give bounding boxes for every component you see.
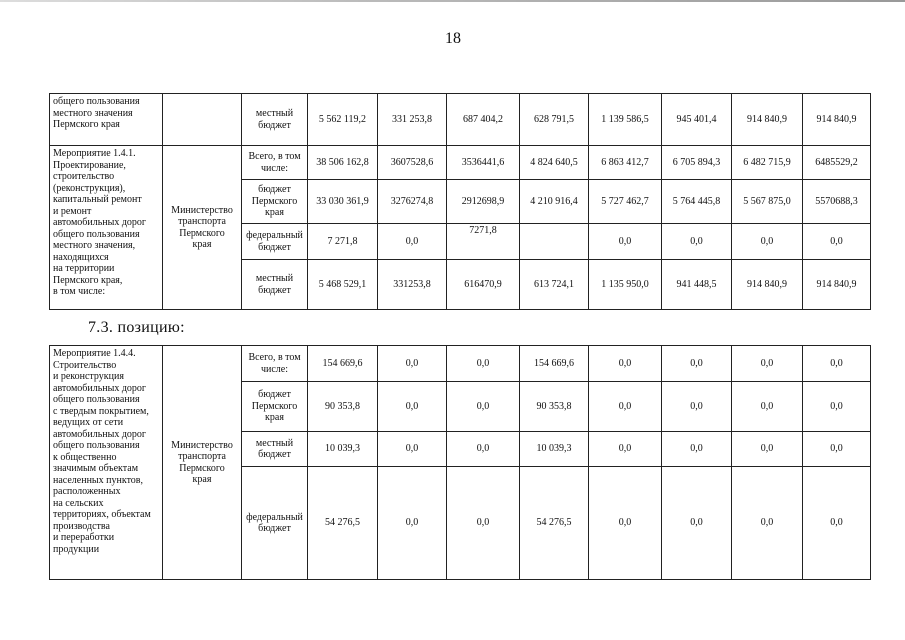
value-cell: 7271,8 [447, 224, 520, 260]
funding-source: бюджет Пермского края [242, 180, 308, 224]
value-cell: 6 705 894,3 [662, 146, 732, 180]
value-cell: 10 039,3 [308, 432, 378, 467]
measure-description: Мероприятие 1.4.4. Строительство и реконструкция автомобильных дорог общего пользования с твердым покрытием, ведущих от сети автомобильных дорог общего пользования к общественно значимым объектам населенных пунктов, расположенных на сельских территориях, объектам производства и переработки продукции [50, 346, 163, 580]
value-cell: 5 764 445,8 [662, 180, 732, 224]
value-cell: 0,0 [378, 432, 447, 467]
value-cell: 945 401,4 [662, 94, 732, 146]
page-top-edge [0, 0, 905, 2]
page-number: 18 [445, 30, 461, 47]
table-row [50, 346, 871, 382]
value-cell: 90 353,8 [308, 382, 378, 432]
value-cell: 5 468 529,1 [308, 260, 378, 310]
table-row [50, 146, 871, 180]
value-cell: 0,0 [447, 346, 520, 382]
value-cell: 0,0 [589, 467, 662, 580]
value-cell: 0,0 [662, 224, 732, 260]
value-cell: 914 840,9 [732, 94, 803, 146]
budget-table-1 [49, 93, 871, 310]
value-cell: 0,0 [378, 382, 447, 432]
value-cell: 38 506 162,8 [308, 146, 378, 180]
value-cell: 0,0 [803, 467, 871, 580]
value-cell: 0,0 [732, 224, 803, 260]
value-cell: 4 824 640,5 [520, 146, 589, 180]
funding-source: бюджет Пермского края [242, 382, 308, 432]
value-cell: 0,0 [378, 224, 447, 260]
value-cell [520, 224, 589, 260]
value-cell: 4 210 916,4 [520, 180, 589, 224]
value-cell: 0,0 [803, 432, 871, 467]
value-cell: 5 562 119,2 [308, 94, 378, 146]
value-cell: 6 482 715,9 [732, 146, 803, 180]
value-cell: 2912698,9 [447, 180, 520, 224]
value-cell: 1 139 586,5 [589, 94, 662, 146]
value-cell: 5 567 875,0 [732, 180, 803, 224]
value-cell: 0,0 [589, 382, 662, 432]
funding-source: федеральный бюджет [242, 224, 308, 260]
value-cell: 0,0 [803, 382, 871, 432]
measure-description: Мероприятие 1.4.1. Проектирование, строительство (реконструкция), капитальный ремонт и ремонт автомобильных дорог общего пользования местного значения, находящихся на территории Пермского края, в том числе: [50, 146, 163, 310]
value-cell: 3536441,6 [447, 146, 520, 180]
value-cell: 10 039,3 [520, 432, 589, 467]
executor-cell [163, 94, 242, 146]
value-cell: 0,0 [732, 432, 803, 467]
value-cell: 1 135 950,0 [589, 260, 662, 310]
value-cell: 914 840,9 [803, 94, 871, 146]
value-cell: 331253,8 [378, 260, 447, 310]
value-cell: 628 791,5 [520, 94, 589, 146]
section-heading: 7.3. позицию: [88, 319, 185, 336]
value-cell: 5570688,3 [803, 180, 871, 224]
value-cell: 3276274,8 [378, 180, 447, 224]
value-cell: 154 669,6 [308, 346, 378, 382]
executor-cell: Министерство транспорта Пермского края [163, 146, 242, 310]
value-cell: 90 353,8 [520, 382, 589, 432]
value-cell: 0,0 [447, 382, 520, 432]
table-row [50, 94, 871, 146]
value-cell: 0,0 [662, 467, 732, 580]
value-cell: 5 727 462,7 [589, 180, 662, 224]
value-cell: 0,0 [589, 346, 662, 382]
measure-description: общего пользования местного значения Пермского края [50, 94, 163, 146]
value-cell: 33 030 361,9 [308, 180, 378, 224]
funding-source: федеральный бюджет [242, 467, 308, 580]
value-cell: 0,0 [732, 382, 803, 432]
value-cell: 0,0 [732, 467, 803, 580]
value-cell: 616470,9 [447, 260, 520, 310]
value-cell: 914 840,9 [732, 260, 803, 310]
value-cell: 54 276,5 [520, 467, 589, 580]
value-cell: 687 404,2 [447, 94, 520, 146]
budget-table-2 [49, 345, 871, 580]
value-cell: 0,0 [447, 467, 520, 580]
value-cell: 0,0 [732, 346, 803, 382]
value-cell: 6485529,2 [803, 146, 871, 180]
funding-source: местный бюджет [242, 260, 308, 310]
value-cell: 0,0 [662, 382, 732, 432]
value-cell: 0,0 [589, 432, 662, 467]
value-cell: 331 253,8 [378, 94, 447, 146]
value-cell: 7 271,8 [308, 224, 378, 260]
funding-source: Всего, в том числе: [242, 346, 308, 382]
value-cell: 0,0 [803, 346, 871, 382]
funding-source: Всего, в том числе: [242, 146, 308, 180]
value-cell: 0,0 [447, 432, 520, 467]
value-cell: 6 863 412,7 [589, 146, 662, 180]
value-cell: 154 669,6 [520, 346, 589, 382]
value-cell: 0,0 [378, 467, 447, 580]
funding-source: местный бюджет [242, 432, 308, 467]
value-cell: 941 448,5 [662, 260, 732, 310]
value-cell: 0,0 [589, 224, 662, 260]
value-cell: 613 724,1 [520, 260, 589, 310]
value-cell: 0,0 [662, 346, 732, 382]
value-cell: 0,0 [662, 432, 732, 467]
value-cell: 0,0 [378, 346, 447, 382]
value-cell: 0,0 [803, 224, 871, 260]
executor-cell: Министерство транспорта Пермского края [163, 346, 242, 580]
value-cell: 914 840,9 [803, 260, 871, 310]
funding-source: местный бюджет [242, 94, 308, 146]
value-cell: 54 276,5 [308, 467, 378, 580]
value-cell: 3607528,6 [378, 146, 447, 180]
